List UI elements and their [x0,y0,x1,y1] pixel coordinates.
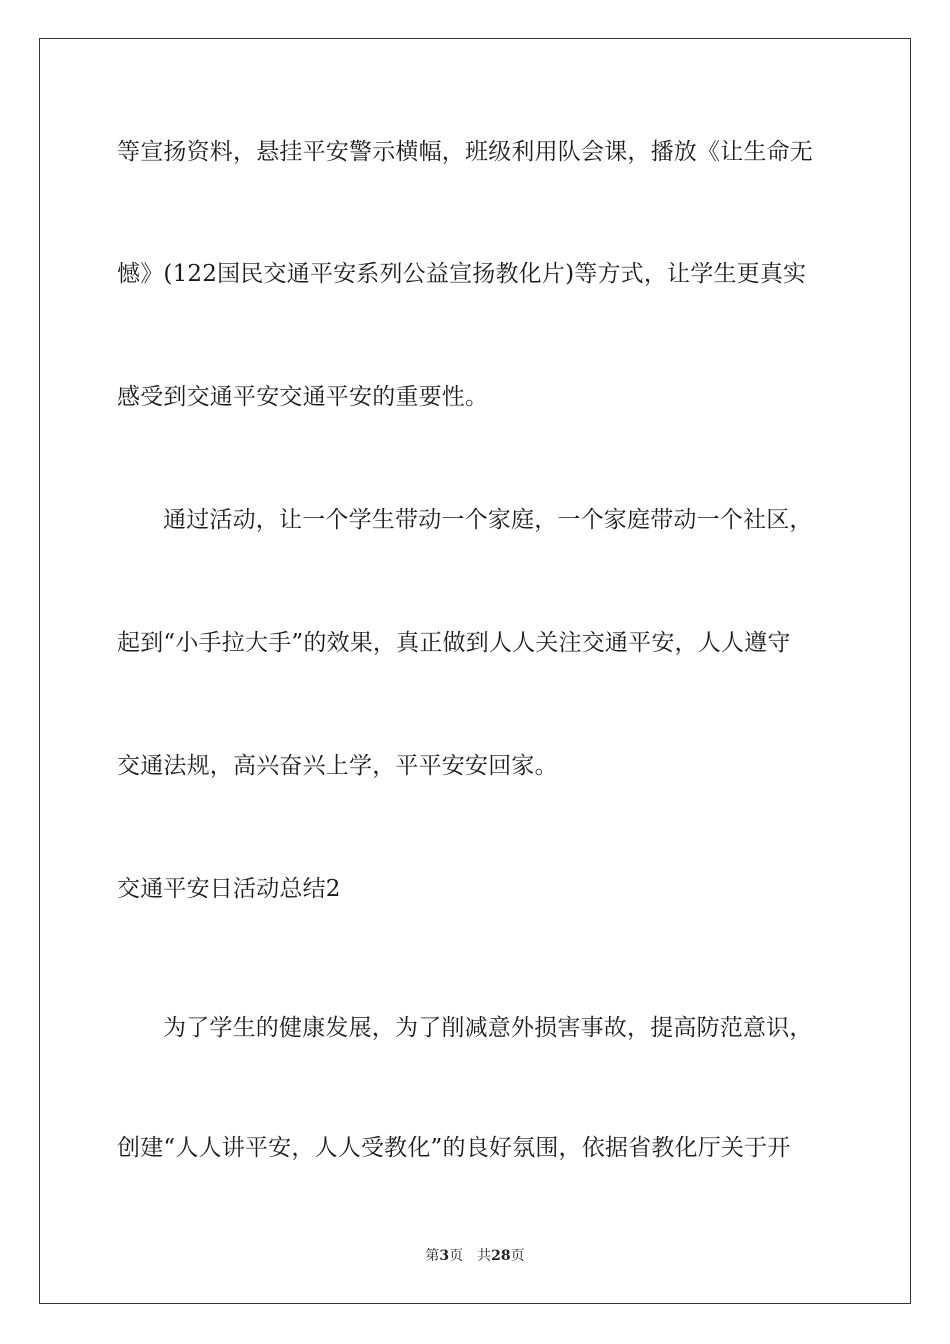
body-text-line: 起到“小手拉大手”的效果，真正做到人人关注交通平安，人人遵守 [117,630,791,656]
total-prefix: 共 [477,1248,492,1264]
page-footer [0,1247,950,1265]
page-prefix: 第 [425,1248,440,1264]
page-total: 28 [491,1248,511,1264]
body-text-line: 憾》(122国民交通平安系列公益宣扬教化片)等方式，让学生更真实 [117,261,807,287]
page-number: 3 [439,1248,450,1264]
section-heading: 交通平安日活动总结2 [117,876,341,902]
body-text-line: 创建“人人讲平安，人人受教化”的良好氛围，依据省教化厅关于开 [117,1135,791,1161]
body-text-line: 感受到交通平安交通平安的重要性。 [117,384,489,410]
paragraph-first-line: 为了学生的健康发展，为了削减意外损害事故，提高防范意识， [163,1015,813,1041]
body-text-line: 等宣扬资料，悬挂平安警示横幅，班级利用队会课，播放《让生命无 [117,139,813,165]
page-suffix: 页 [449,1248,464,1264]
page-frame [39,38,911,1304]
paragraph-first-line: 通过活动，让一个学生带动一个家庭，一个家庭带动一个社区， [163,507,813,533]
body-text-line: 交通法规，高兴奋兴上学，平平安安回家。 [117,753,558,779]
total-suffix: 页 [510,1248,525,1264]
